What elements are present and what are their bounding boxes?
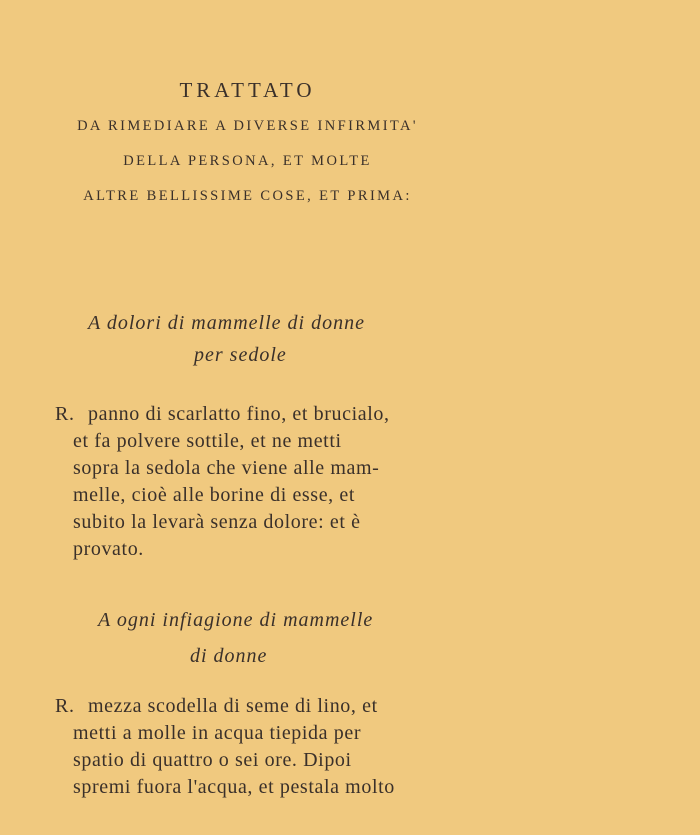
recipe-marker: R. [55, 695, 75, 717]
section-1-body-line-4: melle, cioè alle borine di esse, et [73, 484, 356, 506]
section-1-body-line-5: subito la levarà senza dolore: et è [73, 511, 361, 533]
section-2-body [55, 693, 445, 801]
section-1-body-line-2: et fa polvere sottile, et ne metti [73, 430, 342, 452]
section-2-body-line-3: spatio di quattro o sei ore. Dipoi [73, 749, 352, 771]
subtitle-line-2: DELLA PERSONA, ET MOLTE [123, 153, 372, 169]
section-1-body-line-1: panno di scarlatto fino, et brucialo, [88, 403, 390, 425]
page-title: TRATTATO [179, 78, 316, 102]
section-1-heading-line-2: per sedole [194, 344, 287, 366]
section-2-body-line-4: spremi fuora l'acqua, et pestala molto [73, 776, 395, 798]
section-1-body-line-6: provato. [73, 538, 144, 560]
subtitle-line-3: ALTRE BELLISSIME COSE, ET PRIMA: [83, 188, 412, 204]
recipe-marker: R. [55, 403, 75, 425]
section-1-heading-line-1: A dolori di mammelle di donne [88, 312, 365, 334]
section-1-body-line-3: sopra la sedola che viene alle mam- [73, 457, 380, 479]
section-2-heading-line-1: A ogni infiagione di mammelle [98, 609, 374, 631]
section-2-body-line-2: metti a molle in acqua tiepida per [73, 722, 362, 744]
subtitle-line-1: DA RIMEDIARE A DIVERSE INFIRMITA' [77, 118, 418, 134]
section-2-heading-line-2: di donne [190, 645, 268, 667]
section-2-body-line-1: mezza scodella di seme di lino, et [88, 695, 378, 717]
section-1-body [55, 401, 445, 563]
